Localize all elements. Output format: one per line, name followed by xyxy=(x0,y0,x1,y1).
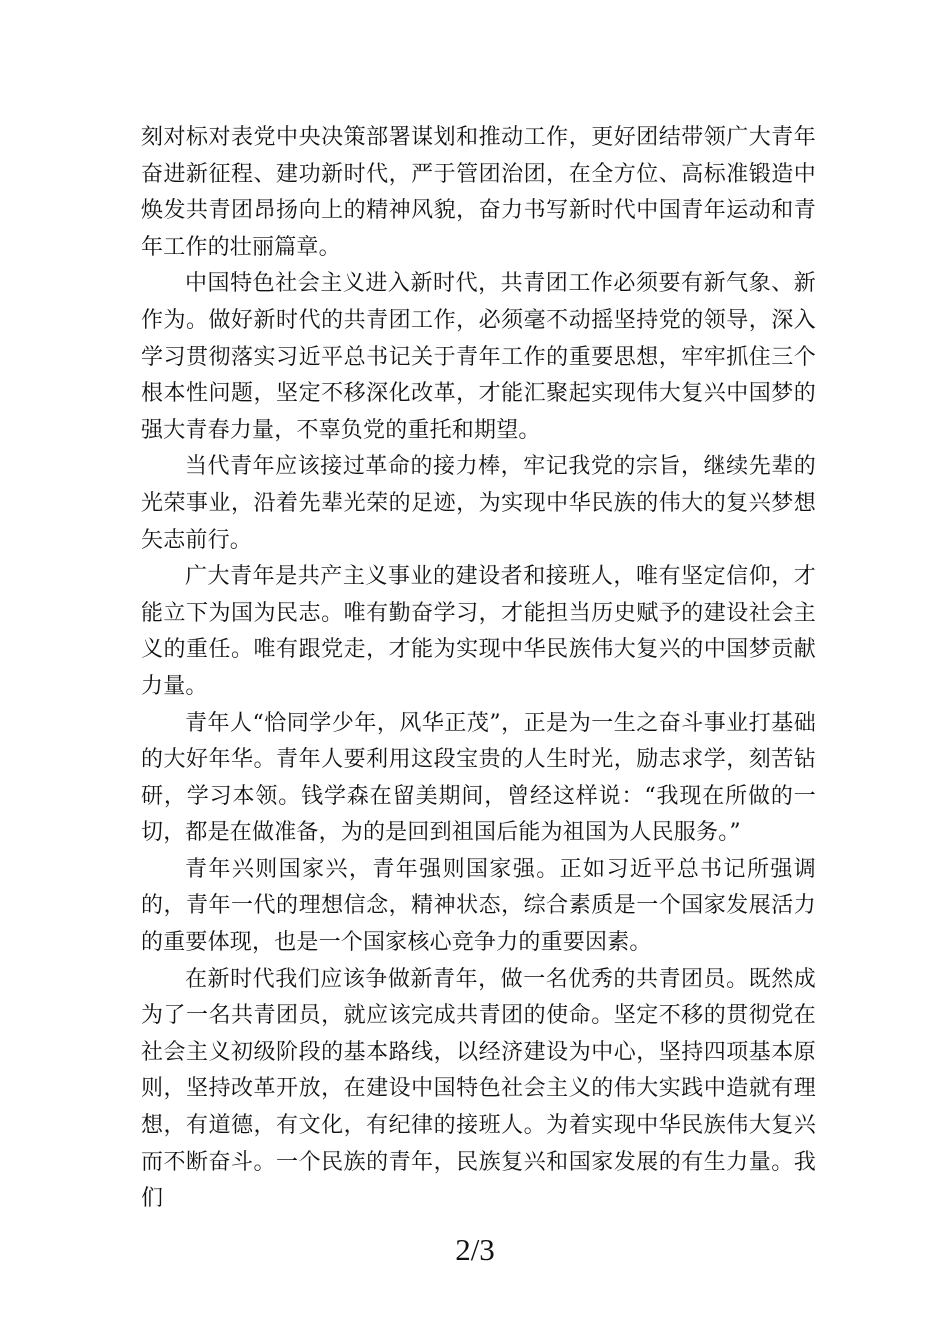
paragraph: 青年人“恰同学少年，风华正茂”，正是为一生之奋斗事业打基础的大好年华。青年人要利用这段宝贵的人生时光，励志求学，刻苦钻研，学习本领。钱学森在留美期间，曾经这样说：“我现在所做的一切，都是在做准备，为的是回到祖国后能为祖国为人民服务。” xyxy=(141,710,816,846)
document-body xyxy=(141,120,816,1218)
paragraph: 当代青年应该接过革命的接力棒，牢记我党的宗旨，继续先辈的光荣事业，沿着先辈光荣的足迹，为实现中华民族的伟大的复兴梦想矢志前行。 xyxy=(141,454,816,553)
page-number: 2/3 xyxy=(455,1232,495,1267)
paragraph: 在新时代我们应该争做新青年，做一名优秀的共青团员。既然成为了一名共青团员，就应该完成共青团的使命。坚定不移的贯彻党在社会主义初级阶段的基本路线，以经济建设为中心，坚持四项基本原则，坚持改革开放，在建设中国特色社会主义的伟大实践中造就有理想，有道德，有文化，有纪律的接班人。为着实现中华民族伟大复兴而不断奋斗。一个民族的青年，民族复兴和国家发展的有生力量。我们 xyxy=(141,966,816,1212)
paragraph: 广大青年是共产主义事业的建设者和接班人，唯有坚定信仰，才能立下为国为民志。唯有勤奋学习，才能担当历史赋予的建设社会主义的重任。唯有跟党走，才能为实现中华民族伟大复兴的中国梦贡献力量。 xyxy=(141,564,816,699)
paragraph: 青年兴则国家兴，青年强则国家强。正如习近平总书记所强调的，青年一代的理想信念，精神状态，综合素质是一个国家发展活力的重要体现，也是一个国家核心竞争力的重要因素。 xyxy=(141,856,816,956)
paragraph-continued: 刻对标对表党中央决策部署谋划和推动工作，更好团结带领广大青年奋进新征程、建功新时代，严于管团治团，在全方位、高标准锻造中焕发共青团昂扬向上的精神风貌，奋力书写新时代中国青年运动和青年工作的壮丽篇章。 xyxy=(141,125,816,260)
paragraph: 中国特色社会主义进入新时代，共青团工作必须要有新气象、新作为。做好新时代的共青团工作，必须毫不动摇坚持党的领导，深入学习贯彻落实习近平总书记关于青年工作的重要思想，牢牢抓住三个根本性问题，坚定不移深化改革，才能汇聚起实现伟大复兴中国梦的强大青春力量，不辜负党的重托和期望。 xyxy=(141,271,816,443)
